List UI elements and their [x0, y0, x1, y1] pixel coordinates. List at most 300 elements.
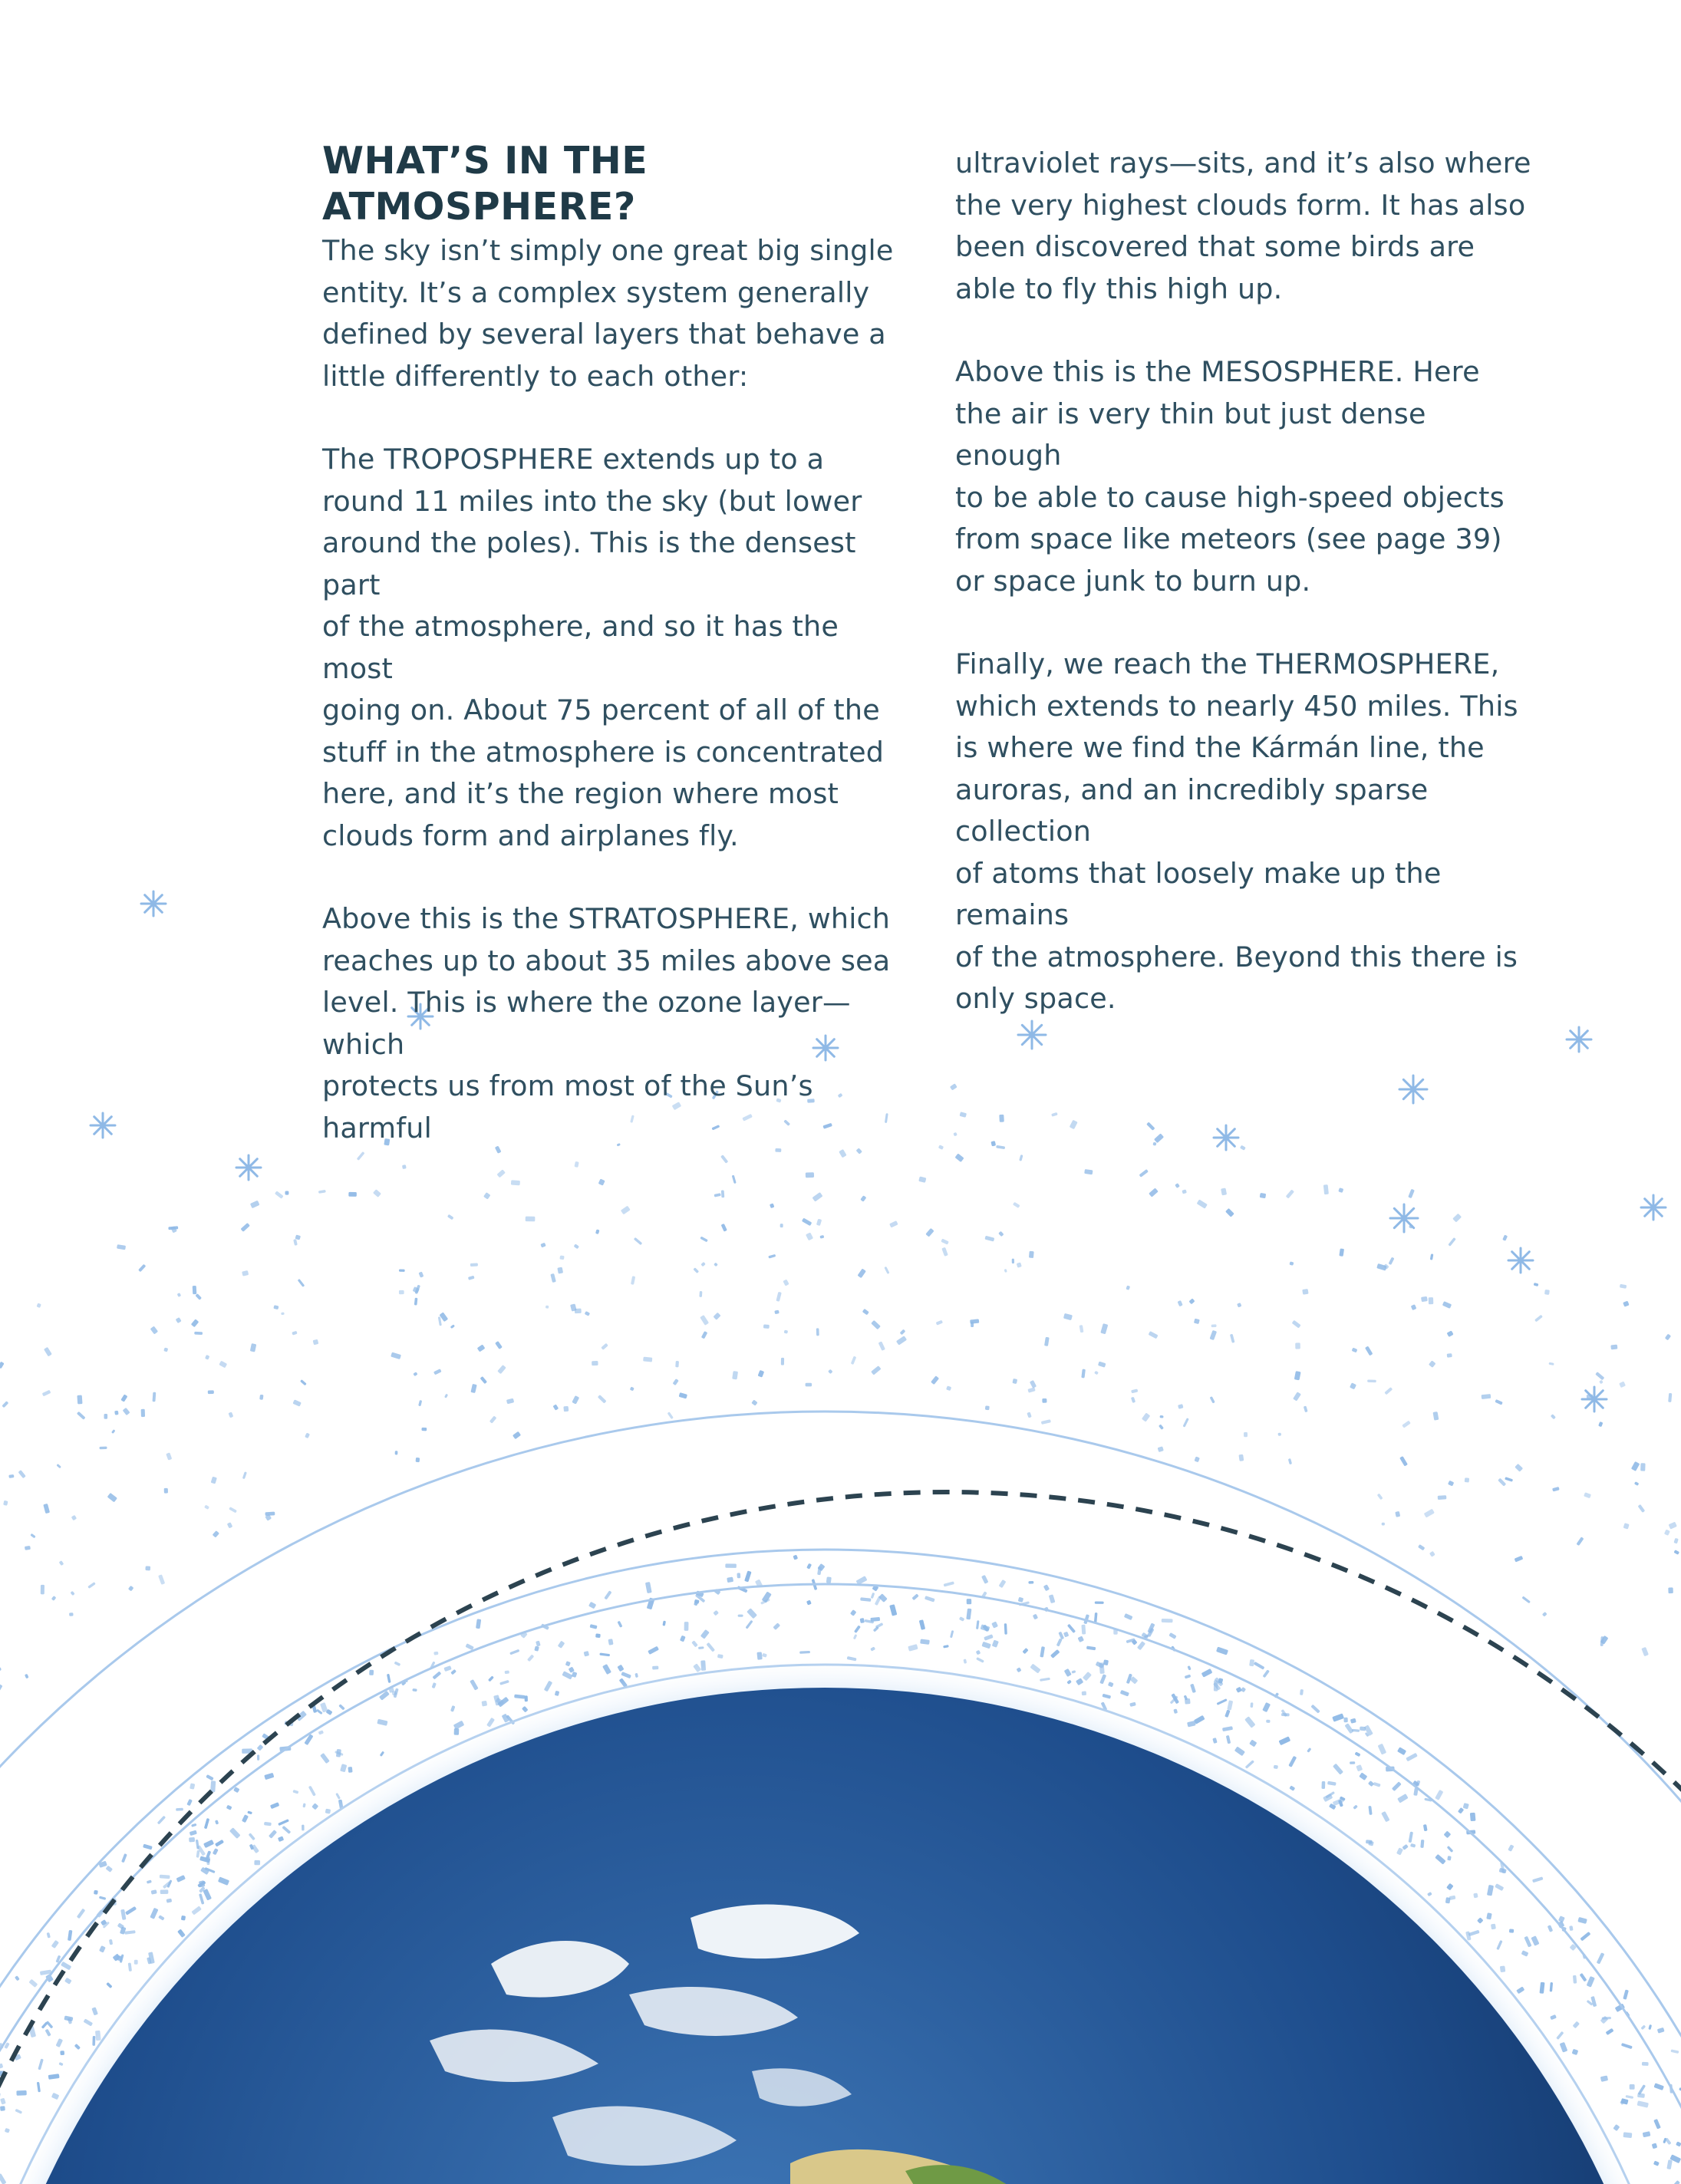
- speckle: [534, 1645, 539, 1651]
- speckle: [229, 1412, 234, 1418]
- speckle: [241, 1223, 250, 1232]
- speckle: [483, 1192, 490, 1199]
- speckle: [1018, 1597, 1023, 1603]
- speckle: [242, 1814, 249, 1823]
- speckle: [643, 1357, 652, 1362]
- speckle: [257, 1754, 259, 1760]
- speckle: [480, 1376, 487, 1384]
- speckle: [215, 1820, 219, 1824]
- speckle: [114, 1411, 118, 1415]
- thermosphere-paragraph: Finally, we reach the THERMOSPHERE, which extends to nearly 450 miles. This is where we find the Kármán line, the auroras, and an incredibly sparse collection of atoms that loosely make up the remains of the atmosphere. Beyond this there is only space.: [955, 647, 1518, 1015]
- speckle: [71, 1515, 77, 1520]
- speckle: [713, 1610, 719, 1616]
- speckle: [853, 1634, 857, 1639]
- speckle: [5, 2128, 10, 2133]
- speckle: [691, 1640, 698, 1647]
- speckle: [1327, 1781, 1337, 1786]
- speckle: [1168, 1632, 1176, 1639]
- speckle: [617, 1621, 622, 1628]
- speckle: [526, 1217, 536, 1222]
- speckle: [1262, 1702, 1271, 1712]
- speckle: [213, 1530, 219, 1537]
- speckle: [1498, 1478, 1506, 1487]
- speckle: [1598, 1421, 1603, 1427]
- speckle: [1210, 1396, 1215, 1403]
- speckle: [1040, 1646, 1045, 1658]
- star-icon: [1567, 1027, 1591, 1052]
- speckle: [572, 1672, 578, 1678]
- speckle: [264, 1822, 272, 1827]
- speckle: [595, 1633, 601, 1638]
- speckle: [981, 1575, 988, 1584]
- speckle: [559, 1255, 564, 1260]
- speckle: [1012, 1379, 1017, 1384]
- speckle: [1129, 1702, 1136, 1707]
- speckle: [56, 1464, 61, 1468]
- speckle: [124, 1930, 136, 1935]
- speckle: [1621, 2043, 1633, 2049]
- speckle: [631, 1276, 635, 1285]
- speckle: [1173, 1708, 1178, 1714]
- speckle: [203, 1840, 214, 1848]
- speckle: [621, 1206, 631, 1215]
- speckle: [204, 1818, 209, 1829]
- speckle: [762, 1653, 767, 1658]
- speckle: [377, 1719, 387, 1726]
- speckle: [572, 1395, 579, 1405]
- speckle: [1402, 1844, 1408, 1850]
- right-column: [955, 143, 1538, 1062]
- speckle: [1552, 1487, 1560, 1492]
- speckle: [1185, 1698, 1191, 1705]
- speckle: [896, 1336, 907, 1345]
- speckle: [1063, 1632, 1069, 1638]
- speckle: [176, 1808, 183, 1811]
- speckle: [270, 1802, 279, 1809]
- speckle: [1355, 1751, 1361, 1757]
- speckle: [1146, 1122, 1155, 1131]
- speckle: [338, 1704, 345, 1710]
- speckle: [226, 1805, 232, 1810]
- speckle: [991, 1622, 998, 1629]
- speckle: [1452, 1214, 1462, 1223]
- speckle: [992, 1640, 999, 1648]
- speckle: [1406, 1753, 1418, 1761]
- speckle: [444, 1394, 448, 1398]
- speckle: [1234, 1747, 1245, 1757]
- speckle: [871, 1593, 875, 1599]
- speckle: [925, 1228, 934, 1237]
- speckle: [1302, 1289, 1308, 1295]
- speckle: [128, 1962, 132, 1972]
- speckle: [16, 2090, 26, 2096]
- speckle: [1293, 1392, 1301, 1401]
- speckle: [967, 1599, 972, 1604]
- speckle: [134, 1960, 138, 1965]
- speckle: [1225, 1208, 1234, 1217]
- speckle: [25, 1674, 29, 1679]
- speckle: [48, 2074, 60, 2080]
- speckle: [482, 1701, 488, 1707]
- speckle: [293, 1239, 298, 1246]
- speckle: [908, 1644, 918, 1652]
- speckle: [1409, 1832, 1413, 1843]
- speckle: [1402, 1421, 1411, 1428]
- speckle: [120, 1909, 126, 1920]
- speckle: [1323, 1184, 1329, 1194]
- speckle: [176, 1875, 186, 1883]
- speckle: [1569, 1925, 1573, 1931]
- speckle: [68, 1930, 72, 1941]
- speckle: [196, 1840, 199, 1850]
- speckle: [242, 1270, 249, 1276]
- speckle: [963, 1659, 967, 1663]
- speckle: [944, 1581, 954, 1586]
- speckle: [489, 1416, 497, 1424]
- speckle: [900, 1329, 906, 1336]
- speckle: [1194, 1715, 1205, 1724]
- speckle: [1084, 1169, 1093, 1174]
- speckle: [1304, 1406, 1308, 1413]
- speckle: [1100, 1323, 1108, 1334]
- speckle: [540, 1243, 546, 1248]
- speckle: [732, 1371, 738, 1379]
- speckle: [950, 1630, 954, 1638]
- speckle: [302, 1803, 305, 1807]
- speckle: [1463, 1803, 1469, 1809]
- speckle: [1634, 1481, 1639, 1486]
- speckle: [854, 1625, 861, 1633]
- speckle: [802, 1218, 812, 1227]
- speckle: [552, 1404, 559, 1410]
- speckle: [1082, 1691, 1086, 1695]
- mesosphere-paragraph: Above this is the MESOSPHERE. Here the air is very thin but just dense enough to be able to cause high-speed objects from space like meteors (see page 39) or space junk to burn up.: [955, 355, 1505, 598]
- speckle: [18, 1470, 26, 1478]
- speckle: [285, 1191, 289, 1195]
- speckle: [1534, 1315, 1543, 1323]
- speckle: [1063, 1313, 1073, 1320]
- speckle: [418, 1400, 422, 1406]
- speckle: [1356, 1764, 1363, 1771]
- speckle: [128, 1586, 134, 1592]
- speckle: [870, 1617, 880, 1622]
- speckle: [630, 1386, 634, 1391]
- speckle: [763, 1324, 770, 1329]
- speckle: [544, 1681, 552, 1692]
- speckle: [996, 1145, 1005, 1149]
- speckle: [1418, 1544, 1425, 1550]
- speckle: [1411, 1304, 1417, 1310]
- speckle: [1600, 2075, 1608, 2081]
- speckle: [819, 1235, 824, 1239]
- speckle: [816, 1328, 819, 1336]
- speckle: [1187, 1665, 1191, 1670]
- speckle: [163, 1348, 168, 1352]
- speckle: [1599, 1380, 1604, 1385]
- speckle: [1532, 1876, 1543, 1883]
- speckle: [1162, 1619, 1173, 1622]
- speckle: [1131, 1388, 1138, 1393]
- speckle: [931, 1375, 939, 1385]
- speckle: [1368, 1780, 1374, 1787]
- speckle: [601, 1343, 608, 1350]
- speckle: [700, 1315, 709, 1326]
- speckle: [1610, 1345, 1617, 1350]
- speckle: [1338, 1188, 1343, 1193]
- speckle: [981, 1624, 990, 1632]
- speckle: [558, 1641, 565, 1649]
- speckle: [412, 1688, 417, 1692]
- speckle: [889, 1220, 898, 1227]
- speckle: [1042, 1398, 1047, 1403]
- speckle: [1137, 1641, 1145, 1650]
- speckle: [450, 1705, 455, 1712]
- speckle: [340, 1764, 347, 1772]
- speckle: [679, 1392, 687, 1398]
- speckle: [806, 1563, 812, 1570]
- speckle: [506, 1398, 514, 1405]
- speckle: [447, 1214, 454, 1220]
- speckle: [1066, 1680, 1072, 1685]
- speckle: [1160, 1415, 1164, 1418]
- speckle: [1499, 1868, 1507, 1874]
- speckle: [1149, 1331, 1159, 1339]
- speckle: [1004, 1623, 1007, 1635]
- speckle: [1606, 2028, 1614, 2035]
- speckle: [41, 2021, 48, 2028]
- speckle: [1064, 1668, 1072, 1677]
- speckle: [725, 1563, 737, 1568]
- speckle: [1178, 1300, 1183, 1306]
- speckle: [56, 2038, 64, 2047]
- speckle: [47, 1932, 51, 1939]
- speckle: [768, 1254, 776, 1259]
- speckle: [598, 1395, 607, 1404]
- speckle: [206, 1774, 213, 1780]
- speckle: [1432, 1412, 1439, 1421]
- speckle: [776, 1292, 781, 1302]
- speckle: [0, 1667, 2, 1672]
- speckle: [215, 1840, 224, 1847]
- speckle: [1470, 1813, 1476, 1821]
- speckle: [1524, 1936, 1531, 1948]
- speckle: [1389, 1257, 1395, 1266]
- speckle: [1673, 1538, 1678, 1544]
- speckle: [454, 1728, 460, 1735]
- speckle: [1332, 1713, 1344, 1721]
- speckle: [946, 1385, 951, 1391]
- speckle: [1373, 1782, 1381, 1787]
- speckle: [1237, 1303, 1241, 1307]
- speckle: [1027, 1412, 1031, 1418]
- speckle: [976, 1657, 984, 1663]
- speckle: [1447, 1856, 1451, 1860]
- speckle: [1027, 1387, 1035, 1392]
- speckle: [1260, 1193, 1266, 1198]
- speckle: [806, 1232, 813, 1240]
- speckle: [1653, 2119, 1661, 2130]
- star-icon: [1641, 1195, 1666, 1220]
- speckle: [145, 1566, 150, 1570]
- speckle: [1154, 1133, 1164, 1143]
- speckle: [1360, 1727, 1366, 1731]
- speckle: [204, 1505, 209, 1510]
- speckle: [495, 1341, 503, 1349]
- speckle: [160, 1875, 170, 1879]
- speckle: [878, 1341, 885, 1350]
- speckle: [1076, 1678, 1083, 1685]
- speckle: [884, 1267, 889, 1274]
- speckle: [1648, 2024, 1652, 2030]
- speckle: [387, 1674, 391, 1683]
- speckle: [1083, 1672, 1092, 1681]
- speckle: [960, 1112, 967, 1118]
- speckle: [1515, 1556, 1524, 1563]
- speckle: [123, 1408, 130, 1415]
- speckle: [43, 1504, 50, 1514]
- speckle: [181, 1916, 186, 1921]
- speckle: [1548, 1362, 1554, 1365]
- speckle: [1226, 1735, 1231, 1744]
- speckle: [1637, 2093, 1645, 2097]
- speckle: [164, 1488, 168, 1494]
- speckle: [747, 1608, 757, 1619]
- speckle: [889, 1604, 897, 1616]
- speckle: [714, 1193, 721, 1197]
- speckle: [1012, 1259, 1014, 1264]
- speckle: [470, 1263, 478, 1267]
- speckle: [1620, 1284, 1627, 1289]
- speckle: [421, 1428, 427, 1431]
- speckle: [0, 2093, 1, 2098]
- speckle: [59, 1560, 64, 1566]
- speckle: [2, 1401, 8, 1408]
- speckle: [1333, 1764, 1343, 1775]
- speckle: [706, 1642, 715, 1652]
- speckle: [109, 1939, 113, 1945]
- speckle: [1249, 1740, 1257, 1748]
- speckle: [1668, 1393, 1672, 1402]
- speckle: [141, 1409, 145, 1417]
- speckle: [1623, 1523, 1630, 1529]
- speckle: [984, 1236, 994, 1242]
- speckle: [432, 1682, 437, 1688]
- speckle: [1307, 1748, 1311, 1753]
- speckle: [51, 1940, 59, 1948]
- speckle: [1049, 1594, 1056, 1603]
- speckle: [41, 1585, 44, 1595]
- star-icon: [1508, 1248, 1533, 1273]
- speckle: [799, 1651, 810, 1654]
- speckle: [1019, 1155, 1023, 1161]
- speckle: [721, 1190, 724, 1197]
- speckle: [1597, 1952, 1605, 1964]
- speckle: [335, 1793, 341, 1800]
- speckle: [592, 1361, 598, 1365]
- speckle: [1502, 1235, 1508, 1241]
- star-icon: [1399, 1076, 1427, 1103]
- speckle: [138, 1264, 146, 1273]
- speckle: [292, 1399, 301, 1406]
- speckle: [391, 1352, 401, 1360]
- speckle: [77, 1412, 86, 1420]
- speckle: [87, 1582, 96, 1589]
- speckle: [499, 1680, 509, 1685]
- speckle: [925, 1596, 935, 1602]
- speckle: [1367, 1379, 1376, 1382]
- speckle: [205, 1355, 209, 1360]
- speckle: [488, 1675, 494, 1682]
- speckle: [1573, 2021, 1580, 2029]
- speckle: [1637, 2100, 1649, 2107]
- speckle: [189, 1837, 195, 1843]
- speckle: [878, 1593, 888, 1603]
- speckle: [1438, 1495, 1447, 1500]
- speckle: [1288, 1458, 1292, 1464]
- speckle: [546, 1306, 549, 1309]
- speckle: [1230, 1334, 1235, 1343]
- speckle: [662, 1621, 666, 1626]
- speckle: [278, 1819, 289, 1826]
- speckle: [1486, 1912, 1491, 1919]
- speckle: [0, 2064, 3, 2070]
- speckle: [227, 1522, 233, 1528]
- speckle: [1573, 1975, 1577, 1984]
- speckle: [143, 1844, 153, 1850]
- speckle: [870, 1646, 875, 1651]
- speckle: [316, 1709, 323, 1715]
- speckle: [1381, 1811, 1389, 1822]
- speckle: [1210, 1330, 1218, 1340]
- speckle: [450, 1324, 455, 1329]
- speckle: [275, 1191, 284, 1199]
- speckle: [557, 1267, 563, 1274]
- speckle: [42, 1390, 51, 1397]
- speckle: [470, 1384, 476, 1393]
- speckle: [727, 1576, 733, 1583]
- left-column: [322, 138, 905, 1191]
- speckle: [1619, 1382, 1626, 1388]
- speckle: [229, 1827, 241, 1839]
- speckle: [380, 1751, 384, 1757]
- speckle: [1022, 1648, 1028, 1654]
- speckle: [213, 1848, 219, 1855]
- speckle: [1542, 1612, 1548, 1617]
- speckle: [168, 1226, 178, 1230]
- speckle: [1077, 1636, 1084, 1642]
- speckle: [186, 1799, 193, 1806]
- speckle: [1086, 1646, 1096, 1651]
- star-icon: [141, 891, 166, 916]
- speckle: [1548, 1925, 1553, 1932]
- speckle: [44, 1347, 52, 1357]
- speckle: [999, 1115, 1004, 1122]
- speckle: [0, 2098, 6, 2105]
- speckle: [8, 1474, 14, 1478]
- speckle: [91, 2007, 98, 2015]
- speckle: [104, 1414, 108, 1419]
- speckle: [1631, 1461, 1640, 1471]
- speckle: [418, 1272, 424, 1278]
- speckle: [433, 1652, 438, 1655]
- speckle: [153, 1392, 157, 1402]
- speckle: [970, 1319, 979, 1323]
- speckle: [860, 1195, 866, 1202]
- speckle: [1321, 1781, 1325, 1789]
- speckle: [1429, 1551, 1435, 1557]
- speckle: [590, 1624, 598, 1629]
- speckle: [953, 1132, 957, 1137]
